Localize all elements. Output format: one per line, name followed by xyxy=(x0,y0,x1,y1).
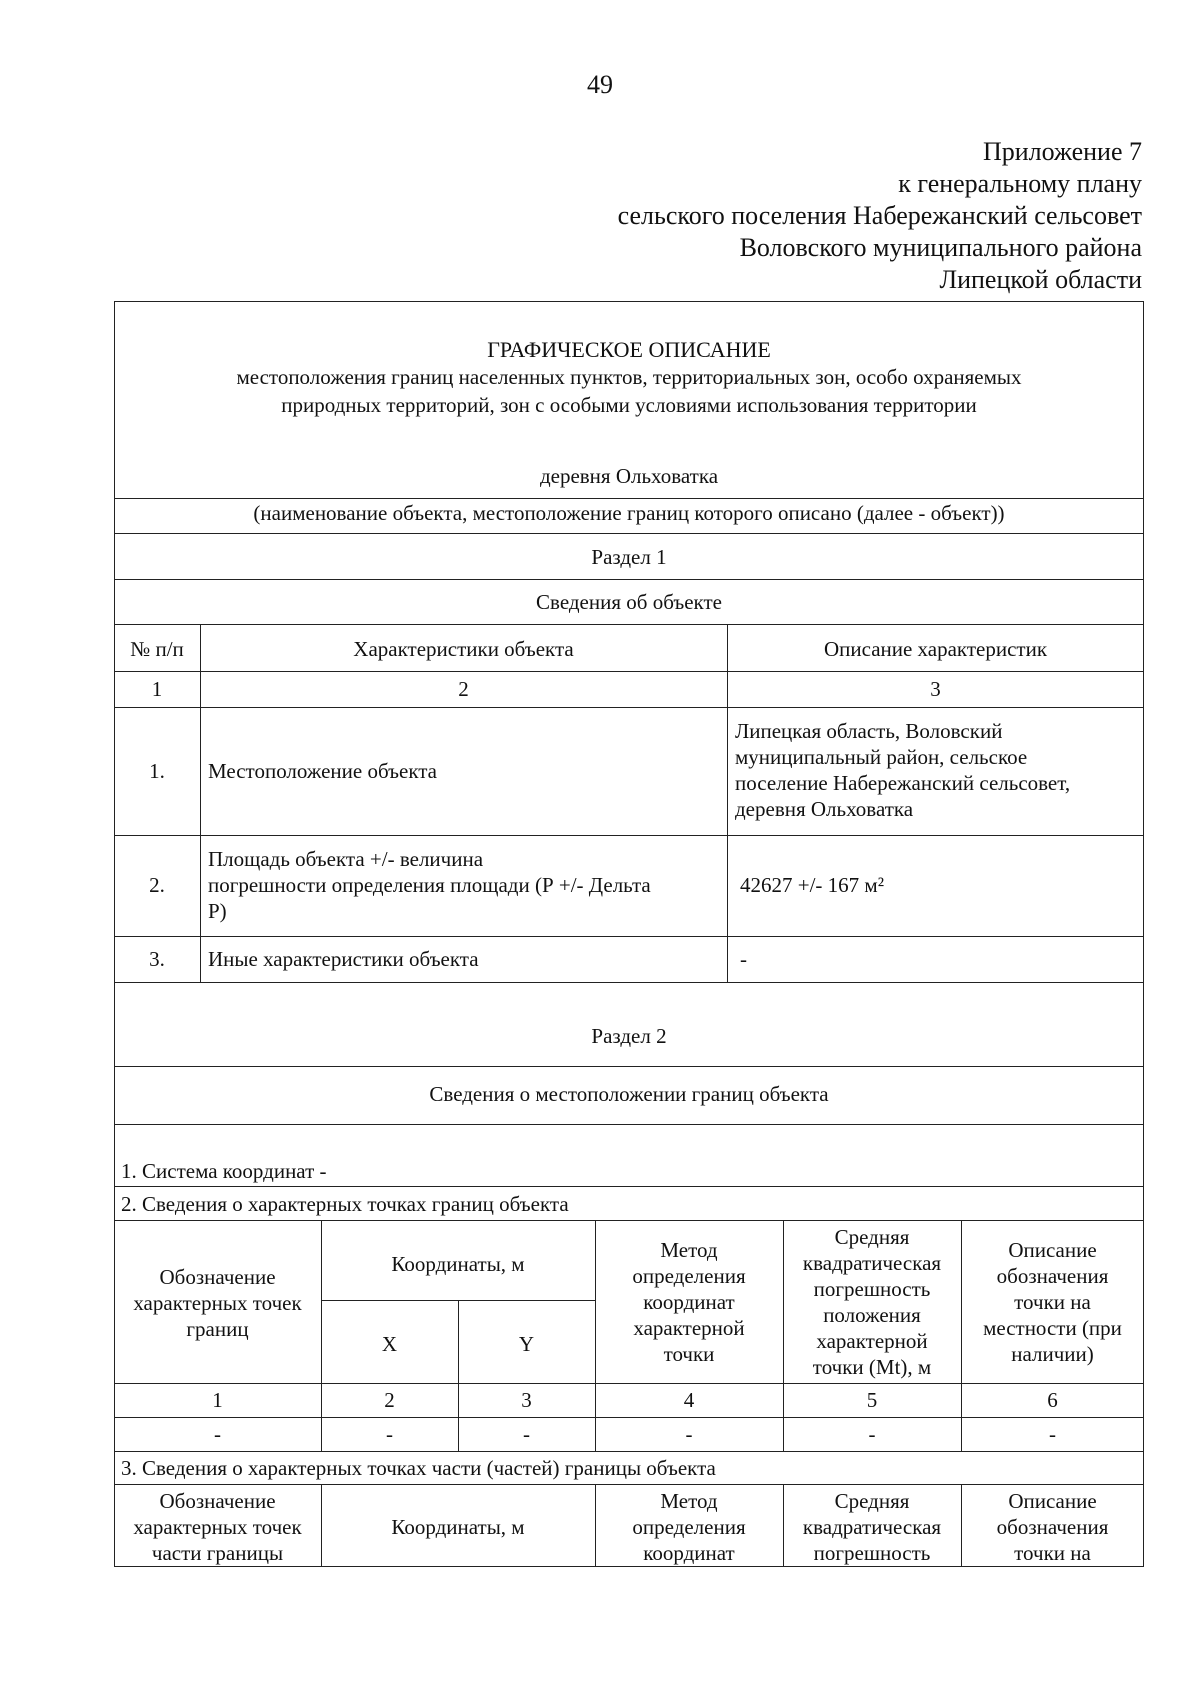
text-line: Описание xyxy=(1008,1489,1097,1513)
parts-header-designation xyxy=(114,1488,321,1566)
header-mean-error xyxy=(783,1224,961,1380)
text-line: точки на xyxy=(1014,1290,1091,1314)
header-x: X xyxy=(381,1332,398,1356)
points-heading: 2. Сведения о характерных точках границ объекта xyxy=(121,1192,569,1216)
table-cell: - xyxy=(386,1422,393,1446)
table-cell: - xyxy=(214,1422,221,1446)
text-line: характерной xyxy=(816,1329,928,1353)
appendix-line: Воловского муниципального района xyxy=(739,233,1142,262)
column-header: Характеристики объекта xyxy=(353,637,574,661)
text-line: наличии) xyxy=(1011,1342,1094,1366)
text-line: погрешность xyxy=(813,1277,931,1301)
header-coordinates: Координаты, м xyxy=(391,1252,525,1276)
text-line: точки на xyxy=(1014,1541,1091,1565)
rule xyxy=(114,1451,1144,1452)
characteristic-cell xyxy=(208,846,651,924)
table-cell: - xyxy=(523,1422,530,1446)
section2-title: Раздел 2 xyxy=(591,1024,667,1048)
rule xyxy=(114,579,1144,580)
text-line: положения xyxy=(823,1303,921,1327)
rule xyxy=(114,936,1144,937)
column-header: Описание характеристик xyxy=(823,637,1048,661)
rule xyxy=(114,835,1144,836)
text-line: обозначения xyxy=(996,1264,1109,1288)
text-line: координат xyxy=(643,1290,735,1314)
parts-header-method xyxy=(595,1488,783,1566)
table-cell: - xyxy=(685,1422,693,1446)
table-cell: - xyxy=(1049,1422,1056,1446)
text-line: обозначения xyxy=(996,1515,1109,1539)
text-line: Р) xyxy=(208,899,227,923)
column-number: 6 xyxy=(1047,1388,1058,1412)
text-line: Липецкая область, Воловский xyxy=(735,719,1003,743)
parts-heading: 3. Сведения о характерных точках части (частей) границы объекта xyxy=(121,1456,716,1480)
document-title: ГРАФИЧЕСКОЕ ОПИСАНИЕ xyxy=(487,337,771,362)
text-line: определения xyxy=(632,1515,746,1539)
object-caption: (наименование объекта, местоположение границ которого описано (далее - объект)) xyxy=(253,501,1005,525)
row-number: 3. xyxy=(149,947,165,971)
column-number: 1 xyxy=(151,677,163,701)
section1-subtitle: Сведения об объекте xyxy=(536,590,722,614)
appendix-line: к генеральному плану xyxy=(898,169,1142,198)
text-line: муниципальный район, сельское xyxy=(735,745,1028,769)
rule xyxy=(114,982,1144,983)
row-number: 1. xyxy=(149,759,165,783)
text-line: части границы xyxy=(151,1541,284,1565)
parts-header-mean-error xyxy=(783,1488,961,1566)
description-cell xyxy=(735,718,1070,822)
rule xyxy=(114,624,1144,625)
column-number: 2 xyxy=(458,677,469,701)
column-number: 3 xyxy=(521,1388,532,1412)
rule xyxy=(114,1417,1144,1418)
rule xyxy=(114,1124,1144,1125)
coordinate-system: 1. Система координат - xyxy=(121,1159,327,1183)
rule xyxy=(114,533,1144,534)
text-line: квадратическая xyxy=(802,1515,942,1539)
text-line: характерных точек xyxy=(133,1515,302,1539)
text-line: точки (Mt), м xyxy=(812,1355,932,1379)
column-number: 3 xyxy=(930,677,941,701)
text-line: Площадь объекта +/- величина xyxy=(208,847,484,871)
text-line: Обозначение xyxy=(159,1265,276,1289)
text-line: Обозначение xyxy=(159,1489,276,1513)
text-line: Описание xyxy=(1008,1238,1097,1262)
rule xyxy=(114,1186,1144,1187)
appendix-line: сельского поселения Набережанский сельсовет xyxy=(617,201,1142,230)
text-line: поселение Набережанский сельсовет, xyxy=(735,771,1071,795)
appendix-header xyxy=(618,136,1142,296)
text-line: характерной xyxy=(633,1316,745,1340)
rule xyxy=(114,1383,1144,1384)
text-line: границ xyxy=(186,1317,249,1341)
header-y: Y xyxy=(518,1332,535,1356)
parts-header-point-description xyxy=(961,1488,1144,1566)
text-line: местности (при xyxy=(983,1316,1122,1340)
column-number: 1 xyxy=(212,1388,223,1412)
characteristic-cell: Иные характеристики объекта xyxy=(208,947,479,971)
column-number: 2 xyxy=(384,1388,395,1412)
rule xyxy=(114,1066,1144,1067)
document-frame xyxy=(114,301,1144,1567)
characteristic-cell: Местоположение объекта xyxy=(208,759,438,783)
document-subtitle-line1: местоположения границ населенных пунктов, территориальных зон, особо охраняемых xyxy=(236,365,1022,389)
header-point-designation xyxy=(114,1264,321,1342)
rule xyxy=(114,1484,1144,1485)
description-cell: 42627 +/- 167 м² xyxy=(740,873,885,897)
object-name: деревня Ольховатка xyxy=(539,464,719,488)
appendix-line: Липецкой области xyxy=(939,265,1142,294)
text-line: Средняя xyxy=(834,1225,910,1249)
text-line: Средняя xyxy=(834,1489,910,1513)
column-header: № п/п xyxy=(130,637,184,661)
text-line: координат xyxy=(643,1541,735,1565)
description-cell: - xyxy=(740,947,747,971)
page-number: 49 xyxy=(587,70,613,99)
rule xyxy=(114,707,1144,708)
document-subtitle-line2: природных территорий, зон с особыми условиями использования территории xyxy=(281,393,977,417)
text-line: Метод xyxy=(660,1238,718,1262)
text-line: квадратическая xyxy=(802,1251,942,1275)
text-line: погрешности определения площади (Р +/- Дельта xyxy=(208,873,651,897)
rule xyxy=(114,1220,1144,1221)
column-number: 5 xyxy=(866,1388,878,1412)
appendix-line: Приложение 7 xyxy=(982,137,1142,166)
section2-subtitle: Сведения о местоположении границ объекта xyxy=(429,1082,829,1106)
text-line: точки xyxy=(663,1342,715,1366)
text-line: Метод xyxy=(660,1489,718,1513)
text-line: деревня Ольховатка xyxy=(735,797,914,821)
text-line: характерных точек xyxy=(133,1291,302,1315)
section1-title: Раздел 1 xyxy=(591,545,667,569)
column-number: 4 xyxy=(683,1388,695,1412)
text-line: определения xyxy=(632,1264,746,1288)
header-method xyxy=(595,1237,783,1367)
parts-header-coordinates: Координаты, м xyxy=(391,1515,525,1539)
object-name-underline xyxy=(114,498,1144,499)
rule xyxy=(114,671,1144,672)
table-cell: - xyxy=(868,1422,876,1446)
header-point-description xyxy=(961,1237,1144,1367)
text-line: погрешность xyxy=(813,1541,931,1565)
row-number: 2. xyxy=(149,873,165,897)
